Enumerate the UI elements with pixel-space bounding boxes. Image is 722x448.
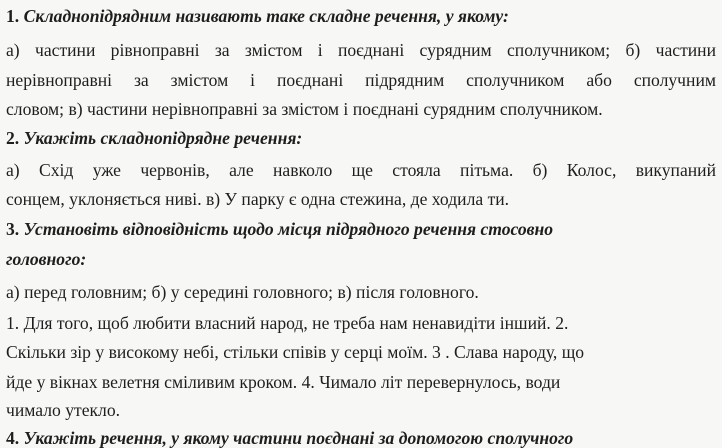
question-title: Установіть відповідність щодо місця підрядного речення стосовно [23,219,554,239]
question-3-options: а) перед головним; б) у середині головного; в) після головного. [6,282,479,302]
question-1-line-3: словом; в) частини нерівноправні за змістом і поєднані сурядним сполучником. [6,99,603,119]
question-2-heading [6,128,302,148]
question-number: 1. [6,6,20,26]
question-1-line-1: а) частини рівноправні за змістом і поєднані сурядним сполучником; б) частини [6,40,716,60]
question-3-heading [6,219,553,239]
question-1-line-2: нерівноправні за змістом і поєднані підрядним сполучником або сполучним [6,70,716,90]
question-number: 2. [6,128,20,148]
question-number: 4. [6,428,20,448]
question-3-line-3: йде у вікнах велетня сміливим кроком. 4. Чимало літ перевернулось, води [6,372,561,392]
question-1-heading [6,6,509,26]
question-number: 3. [6,219,20,239]
question-title: Укажіть речення, у якому частини поєднані за допомогою сполучного [23,428,574,448]
question-title: головного: [6,249,87,269]
question-2-line-1: а) Схід уже червонів, але навколо ще стояла пітьма. б) Колос, викупаний [6,160,716,180]
question-3-line-2: Скільки зір у високому небі, стільки співів у серці моїм. 3 . Слава народу, що [6,342,585,362]
question-3-line-1: 1. Для того, щоб любити власний народ, не треба нам ненавидіти інший. 2. [6,313,569,333]
question-3-line-4: чимало утекло. [6,400,121,420]
question-title: Складнопідрядним називають таке складне речення, у якому: [23,6,509,26]
question-2-line-2: сонцем, уклоняється ниві. в) У парку є одна стежина, де ходила ти. [6,189,510,209]
question-4-heading [6,428,573,448]
question-3-heading-continued [6,249,86,269]
question-title: Укажіть складнопідрядне речення: [23,128,303,148]
